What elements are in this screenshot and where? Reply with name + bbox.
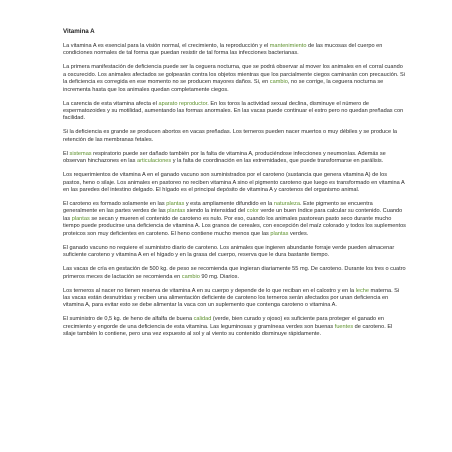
paragraph	[63, 129, 406, 144]
paragraph-text: La vitamina A es esencial para la visión normal, el crecimiento, la reproducción y el	[63, 43, 270, 49]
paragraph-text: y esta ampliamente difundido en la	[184, 201, 274, 208]
paragraph	[63, 245, 406, 260]
paragraph	[63, 43, 406, 58]
paragraph	[63, 266, 406, 281]
paragraph-text: de caroteno. El silaje también lo contiene, pero una vez expuesto al sol y al viento su contenido disminuye rápidamente.	[63, 323, 393, 338]
paragraph-text: Los requerimientos de vitamina A en el ganado vacuno son suministrados por el caroteno (sustancia que genera vitamina A) de los pastos, heno o silaje. Los animales en pastoreo no reciben vitamina A sino el pigmento caroteno que luego es transformado en vitamina A en las paredes del intestino delgado. El hígado es el principal depósito de vitamina A y carotenos del organismo animal.	[63, 172, 405, 194]
document-body	[63, 43, 406, 339]
paragraph	[63, 316, 406, 338]
paragraph	[63, 151, 406, 166]
paragraph-text: . Este pigmento se encuentra generalmente en las partes verdes de las	[63, 201, 373, 215]
highlighted-link[interactable]: color	[246, 208, 259, 215]
highlighted-link[interactable]: articulaciones	[137, 158, 172, 165]
paragraph-text: (verde, bien curado y ojoso) es suficiente para proteger el ganado en crecimiento y engorde de una deficiencia de esta vitamina. Las leguminosas y gramíneas verdes son buenas	[63, 316, 384, 330]
highlighted-link[interactable]: plantas	[166, 201, 185, 208]
highlighted-link[interactable]: calidad	[193, 316, 212, 323]
highlighted-link[interactable]: plantas	[270, 230, 289, 237]
paragraph	[63, 172, 406, 194]
paragraph-text: siendo la intensidad del	[185, 208, 247, 215]
paragraph-text: La primera manifestación de deficiencia puede ser la ceguera nocturna, que se podrá observar al mover los animales en el corral cuando a oscurecido. Los animales afectados se golpearán contra los objetos mientras que los parcialmente ciegos caminarán con precaución. Si la deficiencia es corregida en ese momento no se producen mayores daños. Si, en	[63, 64, 406, 86]
paragraph-text: La carencia de esta vitamina afecta el	[63, 100, 159, 107]
paragraph	[63, 288, 406, 310]
highlighted-link[interactable]: plantas	[71, 215, 90, 222]
paragraph	[63, 101, 406, 123]
paragraph-text: respiratorio puede ser dañado también por la falta de vitamina A, produciéndose infecciones y neumonías. Además se observan hinchazones en las	[63, 150, 386, 165]
highlighted-link[interactable]: naturaleza	[273, 201, 300, 208]
paragraph-text: verde un buen índice para calcular su contenido. Cuando las	[63, 208, 403, 222]
highlighted-link[interactable]: fuentes	[334, 323, 354, 330]
paragraph-text: se secan y mueren el contenido de caroteno es nulo. Por eso, cuando los animales pastorean pasto seco durante mucho tiempo puede producirse una deficiencia de vitamina A. Los granos de cereales, con excepción del maíz colorado y todos los suplementos proteicos son muy deficientes en caroteno. El heno contiene mucho menos que las	[63, 215, 406, 237]
highlighted-link[interactable]: cambio	[269, 79, 288, 86]
paragraph-text: El	[63, 150, 70, 157]
paragraph	[63, 64, 406, 94]
paragraph-text: Las vacas de cría en gestación de 500 kg. de peso se recomienda que ingieran diariamente 55 mg. De caroteno. Durante los tres o cuatro primeros meces de lactación se recomienda en	[63, 266, 406, 280]
highlighted-link[interactable]: aparato reproductor	[158, 100, 208, 107]
highlighted-link[interactable]: sistemas	[69, 150, 92, 157]
document-title: Vitamina A	[63, 28, 95, 35]
paragraph-text: El suministro de 0,5 kg. de heno de alfalfa de buena	[63, 316, 194, 323]
highlighted-link[interactable]: leche	[355, 287, 369, 294]
highlighted-link[interactable]: cambio	[181, 273, 200, 280]
paragraph-text: El ganado vacuno no requiere el suministro diario de caroteno. Los animales que ingieren abundante forraje verde pueden almacenar suficiente caroteno y vitamina A en el hígado y en la grasa del cuerpo, reserva que le dura bastante tiempo.	[63, 244, 395, 259]
paragraph-text: Si la deficiencia es grande se producen abortos en vacas preñadas. Los terneros pueden nacer muertos o muy débiles y se produce la retención de las membranas fetales.	[63, 129, 397, 143]
highlighted-link[interactable]: mantenimiento	[269, 43, 307, 49]
paragraph-text: 90 mg. Diarios.	[199, 273, 239, 280]
paragraph-text: , no se corrige, la ceguera nocturna se incrementa hasta que los animales quedan completamente ciegos.	[63, 79, 384, 93]
paragraph-text: Los terneros al nacer no tienen reserva de vitamina A en su cuerpo y depende de lo que reciban en el calostro y en la	[63, 287, 356, 294]
paragraph	[63, 201, 406, 238]
paragraph-text: verdes.	[288, 230, 309, 237]
paragraph-text: El caroteno es formado solamente en las	[63, 201, 167, 208]
paragraph-text: materna. Si las vacas están desnutridas y reciben una alimentación deficiente de caroteno los terneros serán afectados por unan deficiencia en vitamina A, para evitar esto se debe alimentar la vaca con un suplemento que contenga caroteno o vitamina A.	[63, 287, 400, 309]
paragraph-text: y la falta de coordinación en las extremidades, que puede transformarse en parálisis.	[171, 158, 384, 165]
paragraph-text: . En los toros la actividad sexual declina, disminuye el número de espermatozoides y su motilidad, aumentando las formas anormales. En las vacas puede continuar el estro pero no quedan preñadas con facilidad.	[63, 100, 404, 122]
highlighted-link[interactable]: plantas	[167, 208, 186, 215]
paragraph-text: de las mucosas del cuerpo en condiciones normales de tal forma que puedan resistir de tal forma las infecciones bacterianas.	[63, 43, 383, 57]
